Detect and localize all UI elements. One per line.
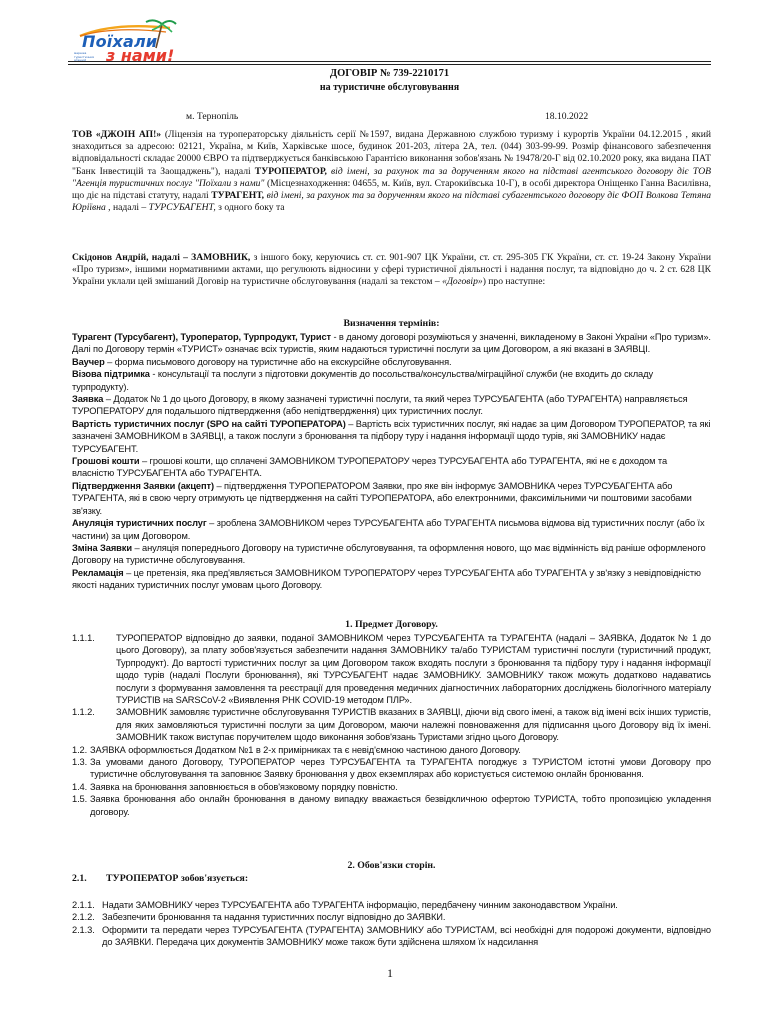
clause: 1.1.1. ТУРОПЕРАТОР відповідно до заявки, поданої ЗАМОВНИКОМ через ТУРСУБАГЕНТА та ТУРАГЕНТА (надалі – ЗАЯВКА, Додаток № 1 до цього Договору), за плату зобов'язується забезпечити надання ЗАМОВНИКУ та/або ТУРИСТАМ туристичні послуги (туристичний продукт, Турпродукт). До вартості туристичних послуг за цим Договором також входять послуги з бронювання та підбору туру і надання інформації щодо турів (надалі Послуги бронювання), які ТУРСУБАГЕНТ надає ЗАМОВНИКУ. ЗАМОВНИКУ також можуть додатково надаватись послуги з формування замовлення та реєстрації для проведення медичних діагностичних лабораторних досліджень біологічного матеріалу ТУРИСТІВ на SARSCoV-2 «Виявлення РНК COVID-19 методом ПЛР». <box>72 633 711 706</box>
logo-title-2: з нами! <box>106 46 175 65</box>
company-logo <box>74 14 178 68</box>
term-item: Вартість туристичних послуг (SPO на сайті ТУРОПЕРАТОРА) – Вартість всіх туристичних послуг, які надає за цим Договором ТУРОПЕРАТОР, та які зазначені ЗАМОВНИКОМ в ЗАЯВЦІ, а також послуги з бронювання та підбору туру і надання інформації щодо турів, які ЗАМОВНИКУ надає ТУРСУБАГЕНТ. <box>72 418 711 454</box>
header-divider <box>68 61 711 62</box>
customer-name: Скідонов Андрій, надалі – ЗАМОВНИК, <box>72 252 251 263</box>
clause: 2.1.1. Надати ЗАМОВНИКУ через ТУРСУБАГЕНТА або ТУРАГЕНТА інформацію, передбачену чинним законодавством України. <box>72 900 618 910</box>
clause: 2.1.3. Оформити та передати через ТУРСУБАГЕНТА (ТУРАГЕНТА) ЗАМОВНИКУ або ТУРИСТАМ, всі необхідні для подорожі документи, відповідно до ЗАЯВКИ. Передача цих документів ЗАМОВНИКУ може також бути здійснена шляхом їх надсилання <box>72 924 711 948</box>
term-item: Грошові кошти – грошові кошти, що сплачені ЗАМОВНИКОМ ТУРОПЕРАТОРУ через ТУРСУБАГЕНТА або ТУРАГЕНТА, які не є доходом та власністю ТУРСУБАГЕНТА або ТУРАГЕНТА. <box>72 456 668 479</box>
clause: 1.2. ЗАЯВКА оформлюється Додатком №1 в 2-х примірниках та є невід'ємною частиною даного Договору. <box>72 744 521 755</box>
clause: 1.5. Заявка бронювання або онлайн бронювання в даному випадку вважається безвідкличною офертою ТУРИСТА, тобто пропозицією укладення договору. <box>72 794 711 817</box>
document-title: ДОГОВІР № 739-2210171 <box>329 68 450 79</box>
term-item: Ануляція туристичних послуг – зроблена ЗАМОВНИКОМ через ТУРСУБАГЕНТА або ТУРАГЕНТА письмова відмова від туристичних послуг (або їх частини) за цим Договором. <box>72 518 705 541</box>
section-1-list <box>72 632 711 818</box>
term-item: Ваучер – форма письмового договору на туристичне або на екскурсійне обслуговування. <box>72 356 452 367</box>
clause: 1.1.2. ЗАМОВНИК замовляє туристичне обслуговування ТУРИСТІВ вказаних в ЗАЯВЦІ, діючи від свого імені, а також від імені всіх інших туристів, для яких замовляються туристичні послуги за цим Договором, маючи належні повноваження для підписання цього Договору від їх імені. ЗАМОВНИК також виступає поручителем щодо виконання зобов'язань Туристами згідно цього Договору. <box>72 707 711 743</box>
term-item: Зміна Заявки – ануляція попереднього Договору на туристичне обслуговування, та оформлення нового, що має відмінність від раніше оформленого Договору на туристичне обслуговування. <box>72 542 706 566</box>
contract-date: 18.10.2022 <box>545 111 589 122</box>
page-number: 1 <box>387 966 393 980</box>
term-item: Підтвердження Заявки (акцепт) – підтвердження ТУРОПЕРАТОРОМ Заявки, про яке він інформує ЗАМОВНИКА через ТУРСУБАГЕНТА або ТУРАГЕНТА, які в свою чергу отримують це підтвердження на сайті ТУРОПЕРАТОРА, або електронними, факсимільними чи поштовими засобами зв'язку. <box>72 480 692 516</box>
tour-operator-name: ТОВ «ДЖОІН АП!» <box>72 129 162 140</box>
terms-list <box>72 331 711 592</box>
logo-tagline: мережа туристичних агенцій <box>74 51 95 62</box>
term-item: Візова підтримка - консультації та послуги з підготовки документів до посольства/консульства/міграційної служби (не входить до складу турпродукту). <box>72 369 653 392</box>
header-divider-2 <box>68 64 711 65</box>
section-2-subheading: 2.1. ТУРОПЕРАТОР зобов'язується: <box>72 873 249 884</box>
section-2-list <box>72 899 711 949</box>
customer-paragraph: Скідонов Андрій, надалі – ЗАМОВНИК, з іншого боку, керуючись ст. ст. 901-907 ЦК України, ст. ст. 295-305 ГК України, ст. ст. 19-24 Закону України «Про туризм», іншими нормативними актами, що регулюють відносини у сфері туристичної діяльності і надання послуг, та відповідно до ч. 2 ст. 628 ЦК України уклали цей змішаний Договір на туристичне обслуговування (надалі за текстом – «Договір») про наступне: <box>72 252 712 288</box>
terms-heading: Визначення термінів: <box>343 318 440 329</box>
clause: 1.4. Заявка на бронювання заповнюється в обов'язковому порядку повністю. <box>72 781 398 792</box>
clause: 2.1.2. Забезпечити бронювання та надання туристичних послуг відповідно до ЗАЯВКИ. <box>72 912 446 923</box>
term-item: Рекламація – це претензія, яка пред'являється ЗАМОВНИКОМ ТУРОПЕРАТОРУ через ТУРСУБАГЕНТА або ТУРАГЕНТА у зв'язку з невідповідністю якості наданих туристичних послуг умовам цього Договору. <box>72 567 701 591</box>
document-subtitle: на туристичне обслуговування <box>319 82 460 93</box>
clause: 1.3. За умовами даного Договору, ТУРОПЕРАТОР через ТУРСУБАГЕНТА та ТУРАГЕНТА погоджує з ТУРИСТОМ істотні умови Договору про туристичне обслуговування та заповнює Заявку бронювання у двох екземплярах або користується системою онлайн бронювання. <box>72 757 711 780</box>
section-2-heading: 2. Обов'язки сторін. <box>347 860 436 871</box>
term-item: Заявка – Додаток № 1 до цього Договору, в якому зазначені туристичні послуги, та який через ТУРСУБАГЕНТА (або ТУРАГЕНТА) направляється ТУРОПЕРАТОРУ для подальшого підтвердження (або непідтвердження) цих туристичних послуг. <box>72 394 688 417</box>
contract-city: м. Тернопіль <box>186 111 239 122</box>
section-1-heading: 1. Предмет Договору. <box>345 619 438 630</box>
parties-paragraph: ТОВ «ДЖОІН АП!» (Ліцензія на туроператорську діяльність серії №1597, видана Державною службою туризму і курортів України 04.12.2015 , який знаходиться за адресою: 02121, Україна, м Київ, Харківське шосе, будинок 201-203, літера 2А, тел. (044) 303-99-99. Розмір фінансового забезпечення відповідальності складає 20000 ЄВРО та підтверджується банківською Гарантією виконання зобов'язань № 19478/20-Г від 02.10.2020 року, яка видана ПАТ "Банк Інвестицій та Заощаджень"), надалі ТУРОПЕРАТОР, від імені, за рахунок та за дорученням якого на підставі агентського договору діє ТОВ "Агенція туристичних послуг "Поїхали з нами" (Місцезнаходження: 04655, м. Київ, вул. Старокиївська 10-Г), в особі директора Оніщенко Ганна Василівна, що діє на підставі статуту, надалі ТУРАГЕНТ, від імені, за рахунок та за дорученням якого на підставі субагентського договору діє ФОП Волкова Тетяна Юріївна , надалі – ТУРСУБАГЕНТ, з одного боку та <box>72 129 712 214</box>
term-item: Турагент (Турсубагент), Туроператор, Турпродукт, Турист - в даному договорі розуміються у значенні, викладеному в Законі України «Про туризм». Далі по Договору термін «ТУРИСТ» означає всіх туристів, яким надаються туристичні послуги за цим Договором, а які вказані в ЗАЯВЦІ. <box>72 332 711 355</box>
logo-title: Поїхали <box>82 32 158 51</box>
